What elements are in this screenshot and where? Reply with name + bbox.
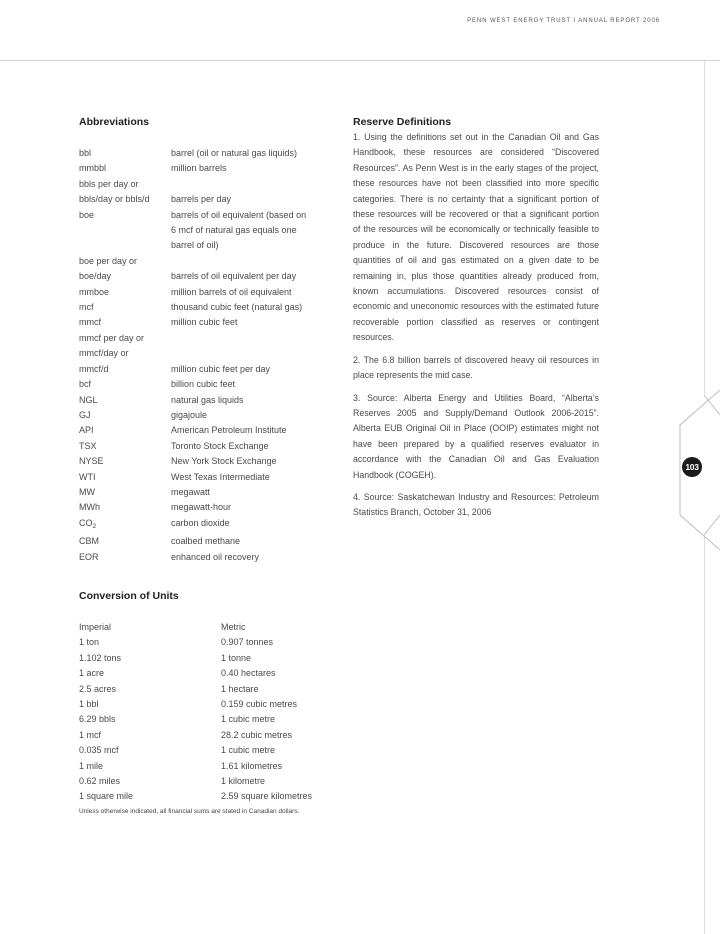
abbreviations-heading: Abbreviations <box>79 116 150 128</box>
reserve-note: 1. Using the definitions set out in the Canadian Oil and Gas Handbook, these resources are considered “Discovered Resources”. As Penn West is in the early stages of the project, these resources have not been classified into more specific categories. There is no certainty that a significant portion of these resources will be recovered or that a significant portion of the resources will be economically or technically feasible to produce in the future. Discovered resources are those quantities of oil and gas estimated on a given date to be remaining in, plus those quantities already produced from, known accumulations. Discovered resources consist of economic and uneconomic resources with the estimated future recoverable portion classified as reserves or contingent resources. <box>353 132 599 343</box>
abbreviation-definition: New York Stock Exchange <box>171 456 277 467</box>
reserve-definitions-body <box>353 130 599 528</box>
imperial-value: 1 mile <box>79 760 104 771</box>
abbreviation-row <box>79 177 324 192</box>
abbreviation-definition: natural gas liquids <box>171 394 244 405</box>
metric-column-header: Metric <box>221 622 246 632</box>
abbreviation-definition: Toronto Stock Exchange <box>171 440 269 451</box>
abbreviation-term-text: bbl <box>79 148 92 158</box>
abbreviation-term <box>79 192 171 207</box>
reserve-definitions-heading: Reserve Definitions <box>353 116 452 128</box>
page-tab-outline <box>640 390 720 550</box>
abbreviation-term <box>79 423 171 438</box>
abbreviation-definition: American Petroleum Institute <box>171 425 287 436</box>
conversion-row <box>79 743 339 758</box>
imperial-value: 1.102 tons <box>79 652 122 663</box>
abbreviation-row <box>79 269 324 284</box>
conversion-row <box>79 666 339 681</box>
abbreviation-definition: coalbed methane <box>171 536 241 547</box>
abbreviation-term <box>79 439 171 454</box>
abbreviation-term-text: NGL <box>79 394 98 405</box>
imperial-column-header: Imperial <box>79 622 112 632</box>
abbreviation-row <box>79 439 324 454</box>
imperial-value: 0.035 mcf <box>79 745 119 756</box>
page-number-badge: 103 <box>682 457 702 477</box>
abbreviation-term <box>79 377 171 392</box>
abbreviation-term-text: mmcf <box>79 317 101 328</box>
abbreviation-definition: West Texas Intermediate <box>171 471 270 482</box>
abbreviation-term-text: mmbbl <box>79 163 107 174</box>
abbreviation-term <box>79 315 171 330</box>
abbreviation-definition: barrels of oil equivalent (based on <box>171 209 307 220</box>
abbreviation-definition <box>171 254 324 269</box>
conversion-row <box>79 712 339 727</box>
reserve-note: 3. Source: Alberta Energy and Utilities Board, “Alberta’s Reserves 2005 and Supply/Demand Outlook 2006-2015”. Alberta EUB Original Oil in Place (OOIP) estimates might not have been prepared by a qualified reserves evaluator in accordance with the Canadian Oil and Gas Evaluation Handbook (COGEH). <box>353 392 599 480</box>
metric-value: 2.59 square kilometres <box>221 791 313 802</box>
imperial-value: 2.5 acres <box>79 683 117 694</box>
abbreviation-term-text: CBM <box>79 536 99 547</box>
imperial-value: 6.29 bbls <box>79 714 116 725</box>
abbreviation-term <box>79 516 171 534</box>
abbreviation-definition: thousand cubic feet (natural gas) <box>171 302 303 313</box>
conversion-row <box>79 728 339 743</box>
abbreviation-definition: megawatt-hour <box>171 502 232 513</box>
abbreviation-row <box>79 331 324 346</box>
abbreviation-term <box>79 454 171 469</box>
abbreviation-row <box>79 223 324 238</box>
metric-value: 1 hectare <box>221 683 259 694</box>
conversion-row <box>79 789 339 804</box>
abbreviation-definition: enhanced oil recovery <box>171 551 260 562</box>
conversion-header-row <box>79 620 339 635</box>
abbreviation-row <box>79 315 324 330</box>
abbreviation-term-text: bbls per day or <box>79 178 139 189</box>
abbreviation-row <box>79 238 324 253</box>
abbreviation-definition: barrel of oil) <box>171 240 219 251</box>
abbreviation-row <box>79 300 324 315</box>
abbreviation-term <box>79 393 171 408</box>
metric-value: 1 cubic metre <box>221 745 276 756</box>
abbreviation-term-text: NYSE <box>79 456 104 467</box>
abbreviation-row <box>79 485 324 500</box>
abbreviation-term <box>79 470 171 485</box>
abbreviation-term <box>79 161 171 176</box>
abbreviation-term-text: EOR <box>79 551 99 562</box>
abbreviation-row <box>79 146 324 161</box>
abbreviation-term-text: boe per day or <box>79 255 138 266</box>
abbreviation-term <box>79 177 171 192</box>
abbreviation-definition <box>171 177 324 192</box>
reserve-note: 2. The 6.8 billion barrels of discovered heavy oil resources in place represents the mid case. <box>353 354 599 381</box>
abbreviation-term <box>79 331 171 346</box>
abbreviation-term-text: MW <box>79 486 95 497</box>
abbreviation-term-text: mmcf/d <box>79 363 109 374</box>
abbreviation-definition: billion cubic feet <box>171 379 236 390</box>
reserve-note: 4. Source: Saskatchewan Industry and Resources: Petroleum Statistics Branch, October 31, 2006 <box>353 491 599 518</box>
abbreviation-definition: barrels per day <box>171 194 232 205</box>
header-divider <box>0 60 720 61</box>
abbreviation-definition: megawatt <box>171 486 211 497</box>
metric-value: 1 cubic metre <box>221 714 276 725</box>
imperial-value: 1 mcf <box>79 729 102 740</box>
abbreviation-term-text: GJ <box>79 409 91 420</box>
abbreviation-definition <box>171 346 324 361</box>
abbreviation-term <box>79 408 171 423</box>
abbreviation-term-text: mmcf/day or <box>79 348 129 359</box>
abbreviation-row <box>79 470 324 485</box>
abbreviation-term <box>79 346 171 361</box>
abbreviation-term-subscript: 2 <box>92 522 97 530</box>
abbreviation-term-text: bcf <box>79 379 92 390</box>
abbreviation-row <box>79 362 324 377</box>
conversion-row <box>79 759 339 774</box>
conversion-row <box>79 635 339 650</box>
abbreviation-row <box>79 208 324 223</box>
abbreviation-definition: million cubic feet per day <box>171 363 271 374</box>
abbreviation-term <box>79 208 171 223</box>
report-header: PENN WEST ENERGY TRUST I ANNUAL REPORT 2006 <box>467 18 660 24</box>
abbreviation-row <box>79 393 324 408</box>
abbreviation-term <box>79 269 171 284</box>
metric-value: 1 tonne <box>221 652 252 663</box>
abbreviation-row <box>79 346 324 361</box>
abbreviation-definition <box>171 331 324 346</box>
abbreviation-row <box>79 500 324 515</box>
abbreviation-row <box>79 534 324 549</box>
conversion-table <box>79 620 339 805</box>
abbreviation-term <box>79 254 171 269</box>
conversion-row <box>79 774 339 789</box>
imperial-value: 0.62 miles <box>79 776 121 787</box>
abbreviation-definition: million barrels <box>171 163 227 174</box>
abbreviation-term <box>79 362 171 377</box>
abbreviation-row <box>79 254 324 269</box>
abbreviation-definition: barrel (oil or natural gas liquids) <box>171 148 298 158</box>
imperial-value: 1 acre <box>79 668 105 679</box>
abbreviation-row <box>79 423 324 438</box>
abbreviation-term <box>79 300 171 315</box>
abbreviation-definition: gigajoule <box>171 409 208 420</box>
abbreviation-definition: 6 mcf of natural gas equals one <box>171 225 297 236</box>
abbreviation-term-text: TSX <box>79 440 97 451</box>
imperial-value: 1 ton <box>79 637 100 648</box>
abbreviation-term <box>79 285 171 300</box>
abbreviation-row <box>79 550 324 565</box>
currency-footnote: Unless otherwise indicated, all financial sums are stated in Canadian dollars. <box>79 808 300 815</box>
abbreviation-row <box>79 408 324 423</box>
metric-value: 28.2 cubic metres <box>221 729 293 740</box>
conversion-row <box>79 697 339 712</box>
abbreviation-row <box>79 454 324 469</box>
abbreviation-row <box>79 192 324 207</box>
abbreviation-term-text: MWh <box>79 502 100 513</box>
abbreviation-term <box>79 223 171 238</box>
metric-value: 0.159 cubic metres <box>221 699 298 710</box>
metric-value: 0.907 tonnes <box>221 637 274 648</box>
abbreviation-definition: million cubic feet <box>171 317 238 328</box>
metric-value: 1 kilometre <box>221 776 266 787</box>
conversion-row <box>79 651 339 666</box>
imperial-value: 1 bbl <box>79 699 99 710</box>
abbreviation-term-text: API <box>79 425 94 436</box>
abbreviation-definition: million barrels of oil equivalent <box>171 286 292 297</box>
conversion-heading: Conversion of Units <box>79 590 179 602</box>
abbreviation-term-text: boe/day <box>79 271 112 282</box>
conversion-row <box>79 682 339 697</box>
imperial-value: 1 square mile <box>79 791 134 802</box>
abbreviation-term <box>79 146 171 161</box>
abbreviation-term <box>79 238 171 253</box>
abbreviation-term-text: CO <box>79 517 93 528</box>
abbreviation-term <box>79 500 171 515</box>
abbreviation-term-text: mcf <box>79 302 94 313</box>
abbreviation-row <box>79 161 324 176</box>
abbreviation-definition: barrels of oil equivalent per day <box>171 271 297 282</box>
abbreviation-row <box>79 516 324 534</box>
abbreviation-row <box>79 377 324 392</box>
abbreviation-term-text: mmcf per day or <box>79 332 145 343</box>
metric-value: 1.61 kilometres <box>221 760 283 771</box>
abbreviation-term <box>79 550 171 565</box>
abbreviation-row <box>79 285 324 300</box>
abbreviation-term-text: mmboe <box>79 286 110 297</box>
abbreviation-definition: carbon dioxide <box>171 517 230 528</box>
abbreviation-term-text: bbls/day or bbls/d <box>79 194 150 205</box>
metric-value: 0.40 hectares <box>221 668 276 679</box>
abbreviation-term-text: WTI <box>79 471 96 482</box>
abbreviation-term <box>79 485 171 500</box>
abbreviation-term <box>79 534 171 549</box>
abbreviation-term-text: boe <box>79 209 95 220</box>
abbreviations-list <box>79 146 324 565</box>
